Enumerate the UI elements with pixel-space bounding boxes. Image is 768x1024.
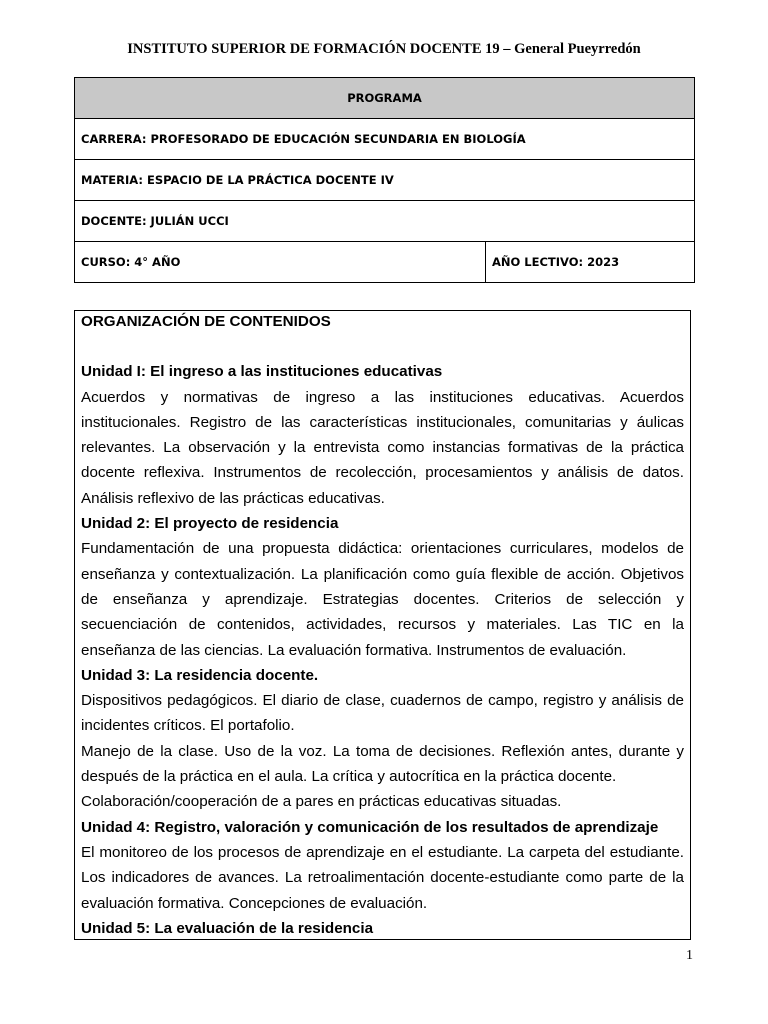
unit-paragraph: Fundamentación de una propuesta didáctica: orientaciones curriculares, modelos de enseñanza y contextualización. La planificación como guía flexible de acción. Objetivos de enseñanza y aprendizaje. Estrategias docentes. Criterios de selección y secuenciación de contenidos, actividades, recursos y materiales. Las TIC en la enseñanza de las ciencias. La evaluación formativa. Instrumentos de evaluación. bbox=[81, 540, 684, 659]
contents-box bbox=[74, 310, 691, 940]
table-row bbox=[75, 242, 695, 283]
table-row bbox=[75, 119, 695, 160]
unit-paragraph: Acuerdos y normativas de ingreso a las instituciones educativas. Acuerdos institucionales. Registro de las características institucionales, comunitarias y áulicas relevantes. La observación y la entrevista como instancias formativas de la práctica docente reflexiva. Instrumentos de recolección, procesamientos y análisis de datos. Análisis reflexivo de las prácticas educativas. bbox=[81, 388, 684, 507]
table-row bbox=[75, 78, 695, 119]
materia-cell: MATERIA: ESPACIO DE LA PRÁCTICA DOCENTE IV bbox=[75, 160, 695, 201]
program-heading: PROGRAMA bbox=[75, 78, 695, 119]
unit-paragraph: Colaboración/cooperación de a pares en prácticas educativas situadas. bbox=[81, 793, 562, 811]
page-number: 1 bbox=[686, 948, 693, 963]
unit-title: Unidad 5: La evaluación de la residencia bbox=[81, 919, 374, 937]
section-title: ORGANIZACIÓN DE CONTENIDOS bbox=[81, 313, 331, 330]
anio-lectivo-cell: AÑO LECTIVO: 2023 bbox=[486, 242, 695, 283]
docente-cell: DOCENTE: JULIÁN UCCI bbox=[75, 201, 695, 242]
unit-paragraph: Dispositivos pedagógicos. El diario de clase, cuadernos de campo, registro y análisis de incidentes críticos. El portafolio. bbox=[81, 692, 684, 735]
unit-title: Unidad I: El ingreso a las instituciones educativas bbox=[81, 363, 443, 381]
unit-title: Unidad 4: Registro, valoración y comunicación de los resultados de aprendizaje bbox=[81, 818, 659, 836]
curso-cell: CURSO: 4° AÑO bbox=[75, 242, 486, 283]
unit-paragraph: Manejo de la clase. Uso de la voz. La toma de decisiones. Reflexión antes, durante y después de la práctica en el aula. La crítica y autocrítica en la práctica docente. bbox=[81, 742, 684, 786]
carrera-cell: CARRERA: PROFESORADO DE EDUCACIÓN SECUNDARIA EN BIOLOGÍA bbox=[75, 119, 695, 160]
unit-title: Unidad 2: El proyecto de residencia bbox=[81, 515, 339, 533]
page-title: INSTITUTO SUPERIOR DE FORMACIÓN DOCENTE 19 – General Pueyrredón bbox=[127, 41, 641, 57]
table-row bbox=[75, 160, 695, 201]
unit-paragraph: El monitoreo de los procesos de aprendizaje en el estudiante. La carpeta del estudiante. Los indicadores de avances. La retroalimentación docente-estudiante como parte de la evaluación formativa. Concepciones de evaluación. bbox=[81, 843, 684, 912]
unit-title: Unidad 3: La residencia docente. bbox=[81, 666, 319, 684]
table-row bbox=[75, 201, 695, 242]
program-info-table bbox=[74, 77, 695, 283]
